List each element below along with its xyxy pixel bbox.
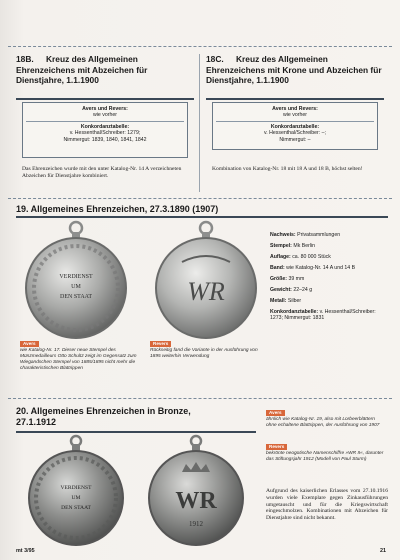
concordance-line: Nimmergut: 1839, 1840, 1841, 1842	[63, 136, 147, 143]
avers-tag: Avers	[266, 410, 285, 416]
spec-value: Privatsammlungen	[297, 232, 341, 238]
revers-caption: bekrönte neogotische Namenschiffre »WR II«, darunter das Stiftungsjahr 1912 (Modell von Paul Sturm)	[266, 451, 384, 462]
section-18c	[206, 54, 384, 86]
section-20-text: Aufgrund des kaiserlichen Erlasses vom 27.10.1916 wurden viele Exemplare gegen Zinkausführungen umgetauscht und für die Kriegswirtschaft eingeschmolzen. Kombinationen mit Abzeichen für Dienstjahre sind nicht bekannt.	[266, 488, 388, 522]
spec-label: Metall:	[270, 298, 287, 304]
section-19-rule	[16, 216, 388, 218]
spec-value: 39 mm	[288, 276, 305, 282]
avers-value: wie vorher	[283, 112, 307, 119]
top-divider	[8, 46, 392, 47]
section-19-heading: 19. Allgemeines Ehrenzeichen, 27.3.1890 (1907)	[16, 204, 219, 214]
spec-label: Gewicht:	[270, 287, 292, 293]
section-18b-text: Das Ehrenzeichen wurde mit den unter Katalog-Nr. 14 A verzeichneten Abzeichen für Dienstjahre kombiniert.	[22, 166, 182, 179]
section-18b-title	[16, 54, 194, 86]
footer-issue-text: mt 3/95	[16, 548, 35, 554]
heading-line: 27.1.1912	[16, 417, 57, 427]
section-18c-rule	[206, 98, 384, 100]
medal-monogram: WR	[187, 277, 225, 306]
medal-20-avers	[20, 434, 132, 550]
concordance-label: Konkordanztabelle:	[80, 123, 130, 130]
section-18b-rule	[16, 98, 194, 100]
section-18c-table	[212, 102, 378, 150]
medal-monogram: WR	[175, 488, 217, 514]
section-number: 18C.	[206, 54, 224, 64]
medal-19-revers	[150, 220, 262, 344]
section-20-heading	[16, 406, 256, 428]
section-20-rule	[16, 431, 256, 433]
avers-tag: Avers	[20, 341, 39, 347]
section-18c-text: Kombination von Katalog-Nr. 18 mit 18 A und 18 B, höchst selten!	[212, 166, 363, 172]
avers-value: wie vorher	[93, 112, 117, 119]
section-divider	[8, 398, 392, 399]
revers-tag: Revers	[266, 444, 287, 450]
concordance-line: Nimmergut: –	[279, 136, 311, 143]
concordance-line: v. Hessenthal/Schreiber: 1279;	[69, 130, 141, 137]
spec-row	[270, 309, 388, 322]
concordance-label: Konkordanztabelle:	[270, 123, 320, 130]
spec-value: 22–24 g	[293, 287, 313, 293]
spec-row	[270, 254, 388, 260]
medal-20-revers	[140, 434, 252, 550]
concordance-line: v. Hessenthal/Schreiber: –;	[264, 130, 326, 137]
spec-value: Mk Berlin	[293, 243, 315, 249]
spec-row	[270, 276, 388, 282]
avers-label: Avers und Revers:	[82, 106, 128, 112]
revers-caption: Rückseitig fand die Variante in der Ausführung von 1895 weiterhin Verwendung	[150, 348, 258, 359]
spec-label: Auflage:	[270, 254, 291, 260]
medal-inscription: UM	[71, 284, 81, 290]
spec-value: Silber	[287, 298, 302, 304]
section-18c-title	[206, 54, 384, 86]
page-number: 21	[380, 548, 386, 554]
medal-inscription: VERDIENST	[59, 274, 93, 280]
medal-inscription: DEN STAAT	[59, 294, 93, 300]
spec-row	[270, 232, 388, 238]
spec-row	[270, 287, 388, 293]
spec-row	[270, 298, 388, 304]
spec-label: Stempel:	[270, 243, 292, 249]
medal-inscription: DEN STAAT	[61, 505, 91, 511]
column-divider	[199, 54, 200, 192]
section-19-specs	[270, 232, 388, 326]
spec-value: wie Katalog-Nr. 14 A und 14 B	[286, 265, 356, 271]
section-title-text: Kreuz des Allgemeinen Ehrenzeichens mit Krone und Abzeichen für Dienstjahre, 1.1.1900	[206, 54, 382, 85]
spec-label: Nachweis:	[270, 232, 296, 238]
section-title-text: Kreuz des Allgemeinen Ehrenzeichens mit Abzeichen für Dienstjahre, 1.1.1900	[16, 54, 148, 85]
footer-issue	[16, 548, 35, 554]
medal-inscription: UM	[71, 495, 81, 501]
section-18b-table	[22, 102, 188, 158]
spec-value: ca. 80 000 Stück	[292, 254, 331, 260]
heading-line: 20. Allgemeines Ehrenzeichen in Bronze,	[16, 406, 191, 416]
spec-row	[270, 265, 388, 271]
spec-value: v. Hessenthal/Schreiber: 1273; Nimmergut: 1831	[270, 309, 376, 322]
revers-tag: Revers	[150, 341, 171, 347]
section-divider	[8, 198, 392, 199]
avers-caption: ähnlich wie Katalog-Nr. 19, also mit Lorbeerblättern ohne echaltene Blattrippen, der Ausführung von 1907	[266, 417, 380, 428]
avers-label: Avers und Revers:	[272, 106, 318, 112]
medal-year: 1912	[189, 520, 203, 528]
section-number: 18B.	[16, 54, 34, 64]
medal-inscription: VERDIENST	[60, 485, 92, 491]
spec-label: Konkordanztabelle:	[270, 309, 319, 315]
section-18b	[16, 54, 194, 86]
spec-label: Größe:	[270, 276, 288, 282]
medal-19-avers	[20, 220, 132, 344]
spec-label: Band:	[270, 265, 285, 271]
avers-caption: wie Katalog-Nr. 17. Dieser neue Stempel des Münzmedailleurs Otto Schultz zeigt im Gegensatz zum Wiegandschen Stempel von 1885/1895 nicht mehr die charakteristischen Blattrippen	[20, 348, 137, 371]
spec-row	[270, 243, 388, 249]
